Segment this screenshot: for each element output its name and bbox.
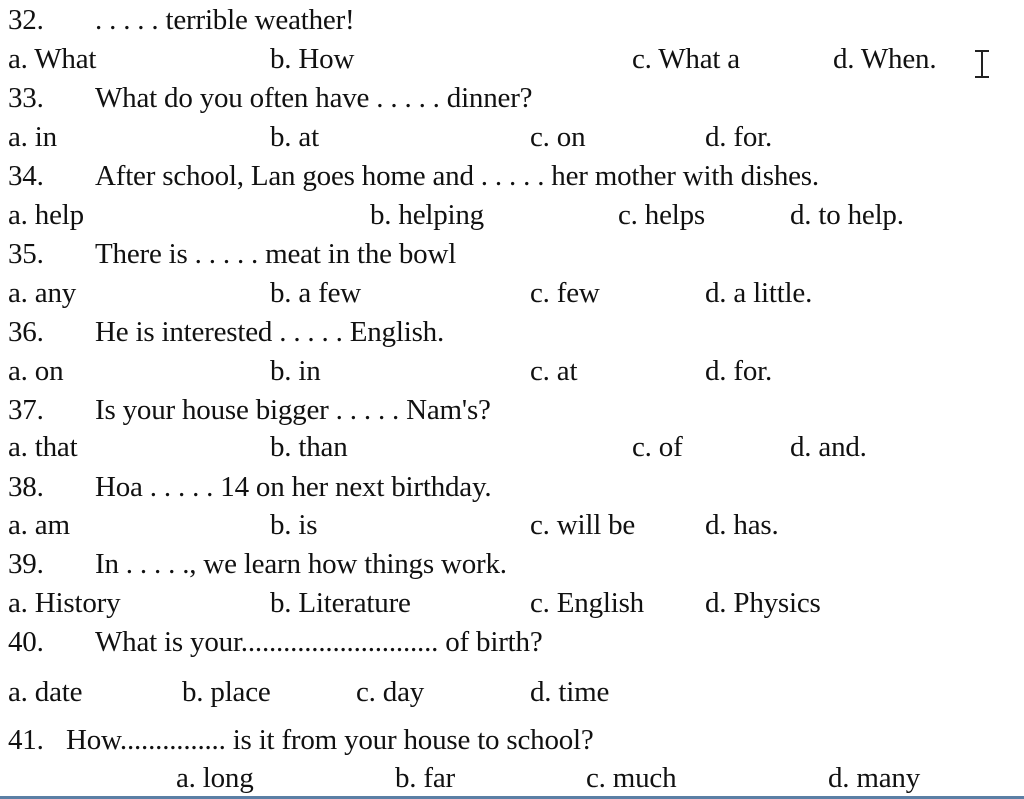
option-b: b. far: [395, 762, 455, 794]
question-text: . . . . . terrible weather!: [95, 4, 355, 36]
question-text: There is . . . . . meat in the bowl: [95, 238, 457, 270]
question-number: 38.: [8, 471, 44, 503]
question-text: In . . . . ., we learn how things work.: [95, 548, 507, 580]
option-c: c. will be: [530, 509, 636, 541]
option-b: b. than: [270, 431, 348, 463]
question-number: 36.: [8, 316, 44, 348]
option-b: b. Literature: [270, 587, 411, 619]
option-d: d. to help.: [790, 199, 904, 231]
option-b: b. How: [270, 43, 355, 75]
option-c: c. helps: [618, 199, 705, 231]
option-d: d. a little.: [705, 277, 813, 309]
option-a: a. am: [8, 509, 70, 541]
option-a: a. date: [8, 676, 83, 708]
option-a: a. in: [8, 121, 57, 153]
option-c: c. day: [356, 676, 425, 708]
question-text: Hoa . . . . . 14 on her next birthday.: [95, 471, 492, 503]
option-d: d. and.: [790, 431, 867, 463]
option-c: c. of: [632, 431, 683, 463]
text-cursor-icon: [975, 50, 989, 78]
option-a: a. History: [8, 587, 121, 619]
question-number: 37.: [8, 394, 44, 426]
option-d: d. has.: [705, 509, 779, 541]
option-c: c. few: [530, 277, 600, 309]
option-a: a. on: [8, 355, 64, 387]
question-text: After school, Lan goes home and . . . . . her mother with dishes.: [95, 160, 819, 192]
question-number: 35.: [8, 238, 44, 270]
option-a: a. that: [8, 431, 78, 463]
question-text: What is your............................ of birth?: [95, 626, 543, 658]
question-number: 39.: [8, 548, 44, 580]
option-b: b. helping: [370, 199, 484, 231]
question-number: 34.: [8, 160, 44, 192]
option-b: b. place: [182, 676, 271, 708]
question-text: How............... is it from your house to school?: [66, 724, 594, 756]
option-d: d. for.: [705, 355, 773, 387]
option-b: b. a few: [270, 277, 361, 309]
option-a: a. help: [8, 199, 84, 231]
option-a: a. long: [176, 762, 254, 794]
option-d: d. time: [530, 676, 610, 708]
option-c: c. English: [530, 587, 644, 619]
question-number: 40.: [8, 626, 44, 658]
option-c: c. on: [530, 121, 586, 153]
question-number: 32.: [8, 4, 44, 36]
option-a: a. any: [8, 277, 77, 309]
option-d: d. When.: [833, 43, 937, 75]
option-b: b. is: [270, 509, 318, 541]
question-text: He is interested . . . . . English.: [95, 316, 445, 348]
option-c: c. What a: [632, 43, 740, 75]
option-c: c. much: [586, 762, 677, 794]
option-d: d. many: [828, 762, 921, 794]
question-number: 41.: [8, 724, 44, 756]
option-d: d. for.: [705, 121, 773, 153]
option-b: b. in: [270, 355, 321, 387]
option-d: d. Physics: [705, 587, 821, 619]
option-a: a. What: [8, 43, 97, 75]
option-b: b. at: [270, 121, 319, 153]
question-text: What do you often have . . . . . dinner?: [95, 82, 533, 114]
question-number: 33.: [8, 82, 44, 114]
question-text: Is your house bigger . . . . . Nam's?: [95, 394, 491, 426]
option-c: c. at: [530, 355, 578, 387]
